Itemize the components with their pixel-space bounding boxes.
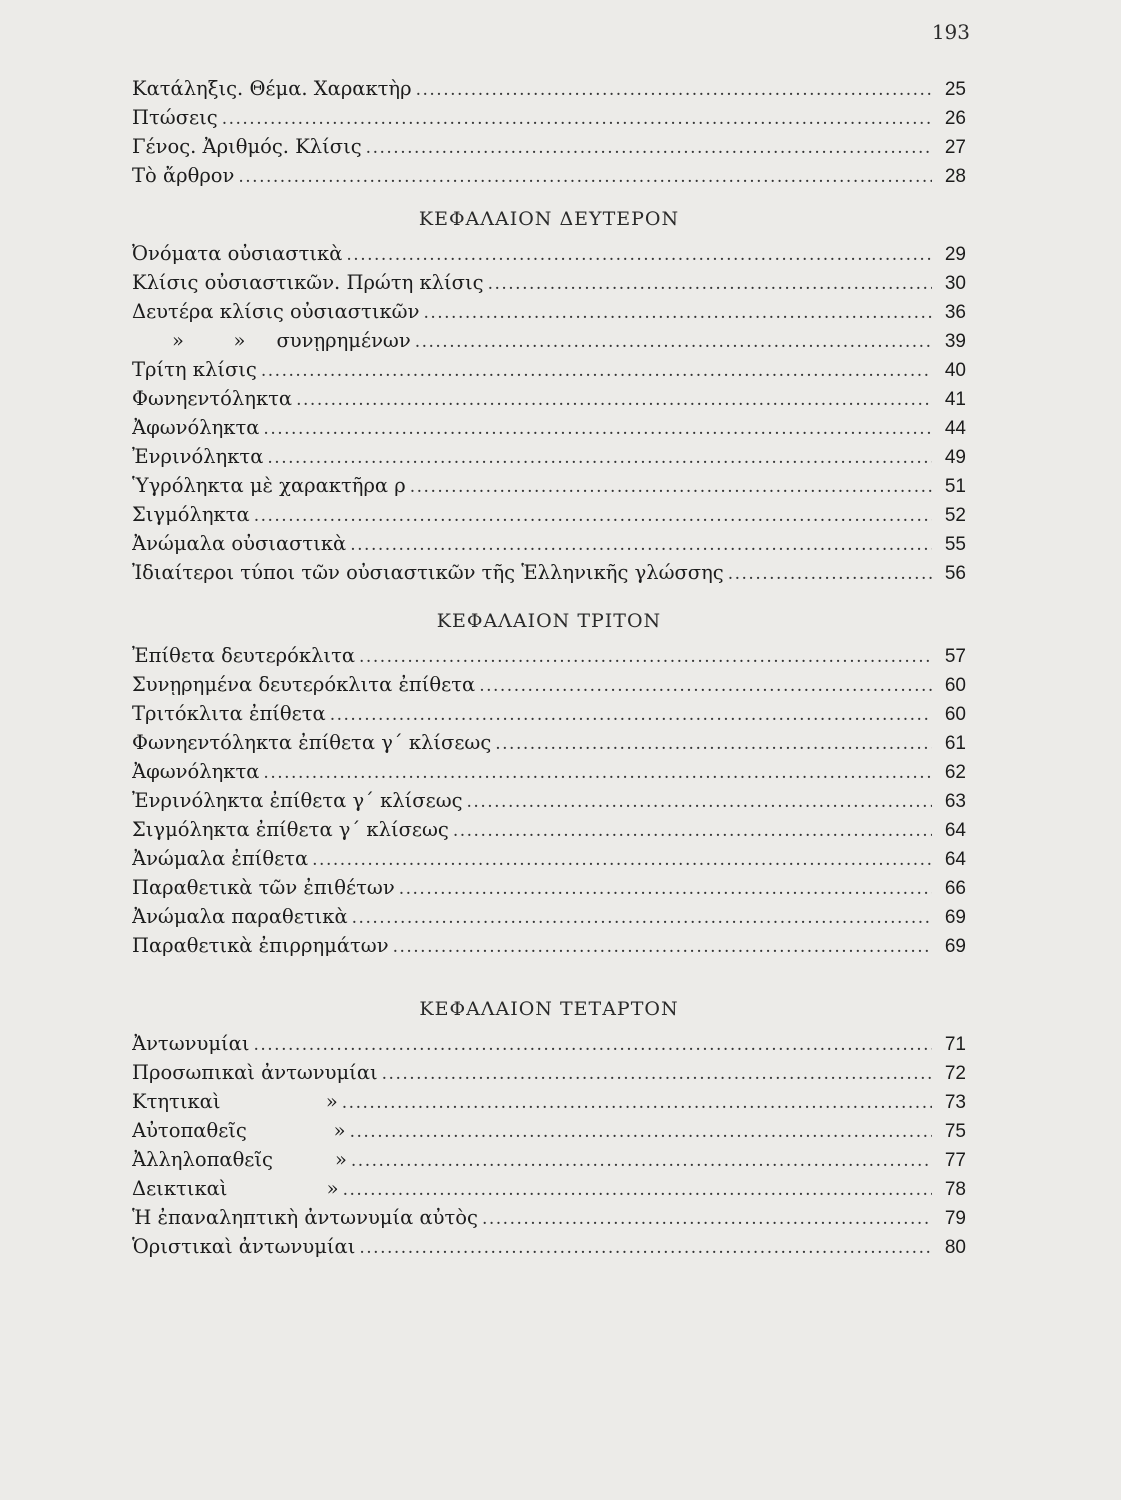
entry-title: Ἀφωνόληκτα [132, 416, 260, 439]
entry-page: 40 [944, 360, 966, 381]
entry-page: 29 [944, 244, 966, 265]
dot-leader [410, 473, 932, 500]
entry-page: 77 [944, 1150, 966, 1171]
entry-page: 63 [944, 791, 966, 812]
entry-page: 25 [944, 79, 966, 100]
dot-leader [352, 904, 932, 931]
toc-entry [132, 1145, 966, 1174]
toc-section-introduction [132, 74, 966, 190]
dot-leader [415, 328, 932, 355]
toc-entry [132, 297, 966, 326]
toc-section-chapter-3 [132, 607, 966, 960]
entry-title: Φωνηεντόληκτα ἐπίθετα γ΄ κλίσεως [132, 731, 492, 754]
entry-title: Ἡ ἐπαναληπτικὴ ἀντωνυμία αὐτὸς [132, 1206, 478, 1229]
toc-entry [132, 1232, 966, 1261]
entry-page: 41 [944, 389, 966, 410]
entry-title: Πτώσεις [132, 106, 218, 129]
toc-entry [132, 1203, 966, 1232]
dot-leader [253, 1031, 932, 1058]
entry-page: 69 [944, 936, 966, 957]
chapter-heading: ΚΕΦΑΛΑΙΟΝ ΤΡΙΤΟΝ [436, 610, 662, 632]
entry-title: Σιγμόληκτα ἐπίθετα γ΄ κλίσεως [132, 818, 449, 841]
entry-title: » » συνῃρημένων [172, 329, 411, 352]
dot-leader [359, 1234, 932, 1261]
entry-title: Ἐνρινόληκτα [132, 445, 264, 468]
toc-section-chapter-4 [132, 995, 966, 1261]
toc-entry [132, 815, 966, 844]
table-of-contents [132, 74, 966, 1261]
dot-leader [263, 415, 932, 442]
entry-title: Ὑγρόληκτα μὲ χαρακτῆρα ρ [132, 474, 406, 497]
dot-leader [261, 357, 932, 384]
entry-page: 64 [944, 820, 966, 841]
entry-title: Ἐνρινόληκτα ἐπίθετα γ΄ κλίσεως [132, 789, 463, 812]
toc-entry [132, 239, 966, 268]
dot-leader [495, 730, 932, 757]
entry-title: Ἀλληλοπαθεῖς » [132, 1148, 347, 1171]
dot-leader [482, 1205, 932, 1232]
toc-entry [132, 500, 966, 529]
entry-title: Φωνηεντόληκτα [132, 387, 293, 410]
dot-leader [263, 759, 932, 786]
entry-title: Ὀνόματα οὐσιαστικὰ [132, 242, 343, 265]
dot-leader [238, 163, 932, 190]
entry-page: 52 [944, 505, 966, 526]
dot-leader [350, 531, 932, 558]
entry-page: 28 [944, 166, 966, 187]
toc-entry [132, 413, 966, 442]
entry-title: Ἰδιαίτεροι τύποι τῶν οὐσιαστικῶν τῆς Ἑλληνικῆς γλώσσης [132, 561, 724, 584]
toc-entry [132, 670, 966, 699]
toc-entry [132, 103, 966, 132]
toc-entry [132, 1116, 966, 1145]
entry-page: 55 [944, 534, 966, 555]
toc-section-chapter-2 [132, 205, 966, 587]
entry-page: 69 [944, 907, 966, 928]
entry-title: Τὸ ἄρθρον [132, 164, 235, 187]
entry-page: 44 [944, 418, 966, 439]
toc-entry [132, 132, 966, 161]
entry-page: 60 [944, 704, 966, 725]
entry-title: Ἀφωνόληκτα [132, 760, 260, 783]
dot-leader [312, 846, 932, 873]
entry-title: Δεικτικαὶ » [132, 1177, 339, 1200]
dot-leader [488, 270, 932, 297]
entry-page: 57 [944, 646, 966, 667]
entry-title: Ἐπίθετα δευτερόκλιτα [132, 644, 356, 667]
page-number: 193 [931, 20, 970, 44]
entry-page: 62 [944, 762, 966, 783]
entry-page: 66 [944, 878, 966, 899]
dot-leader [222, 105, 932, 132]
entry-page: 30 [944, 273, 966, 294]
entry-page: 61 [944, 733, 966, 754]
dot-leader [467, 788, 932, 815]
toc-entry [132, 74, 966, 103]
toc-entry [132, 844, 966, 873]
entry-page: 60 [944, 675, 966, 696]
dot-leader [359, 643, 932, 670]
entry-title: Τρίτη κλίσις [132, 358, 257, 381]
dot-leader [382, 1060, 932, 1087]
entry-title: Κτητικαὶ » [132, 1090, 338, 1113]
entry-page: 72 [944, 1063, 966, 1084]
dot-leader [351, 1147, 932, 1174]
entry-title: Προσωπικαὶ ἀντωνυμίαι [132, 1061, 378, 1084]
dot-leader [366, 134, 932, 161]
entry-page: 79 [944, 1208, 966, 1229]
toc-entry [132, 1029, 966, 1058]
toc-entry [132, 902, 966, 931]
entry-page: 71 [944, 1034, 966, 1055]
entry-title: Τριτόκλιτα ἐπίθετα [132, 702, 326, 725]
entry-page: 27 [944, 137, 966, 158]
entry-title: Παραθετικὰ ἐπιρρημάτων [132, 934, 389, 957]
entry-page: 39 [944, 331, 966, 352]
chapter-heading: ΚΕΦΑΛΑΙΟΝ ΤΕΤΑΡΤΟΝ [419, 998, 679, 1020]
entry-title: Ἀνώμαλα οὐσιαστικὰ [132, 532, 347, 555]
dot-leader [728, 560, 932, 587]
entry-title: Ὁριστικαὶ ἀντωνυμίαι [132, 1235, 356, 1258]
toc-entry [132, 471, 966, 500]
toc-entry [132, 728, 966, 757]
toc-entry [132, 1174, 966, 1203]
toc-entry [132, 699, 966, 728]
entry-page: 51 [944, 476, 966, 497]
entry-title: Δευτέρα κλίσις οὐσιαστικῶν [132, 300, 420, 323]
entry-page: 36 [944, 302, 966, 323]
dot-leader [350, 1118, 932, 1145]
toc-entry [132, 1058, 966, 1087]
toc-entry [132, 757, 966, 786]
dot-leader [330, 701, 932, 728]
toc-entry [132, 442, 966, 471]
entry-page: 78 [944, 1179, 966, 1200]
entry-title: Συνῃρημένα δευτερόκλιτα ἐπίθετα [132, 673, 476, 696]
entry-title: Σιγμόληκτα [132, 503, 250, 526]
toc-entry [132, 786, 966, 815]
toc-entry [132, 384, 966, 413]
dot-leader [346, 241, 932, 268]
toc-entry [132, 873, 966, 902]
toc-entry [132, 355, 966, 384]
entry-page: 73 [944, 1092, 966, 1113]
toc-entry [132, 529, 966, 558]
dot-leader [416, 76, 932, 103]
entry-title: Ἀνώμαλα παραθετικὰ [132, 905, 348, 928]
dot-leader [393, 933, 932, 960]
toc-entry [132, 558, 966, 587]
entry-page: 26 [944, 108, 966, 129]
dot-leader [254, 502, 932, 529]
dot-leader [296, 386, 932, 413]
entry-title: Κατάληξις. Θέμα. Χαρακτὴρ [132, 77, 412, 100]
entry-title: Γένος. Ἀριθμός. Κλίσις [132, 135, 362, 158]
entry-page: 56 [944, 563, 966, 584]
toc-entry [132, 161, 966, 190]
entry-title: Αὐτοπαθεῖς » [132, 1119, 346, 1142]
toc-entry [132, 268, 966, 297]
toc-entry [132, 1087, 966, 1116]
dot-leader [453, 817, 932, 844]
toc-entry [132, 641, 966, 670]
entry-page: 49 [944, 447, 966, 468]
toc-entry [132, 326, 966, 355]
entry-page: 80 [944, 1237, 966, 1258]
entry-title: Ἀντωνυμίαι [132, 1032, 250, 1055]
entry-page: 64 [944, 849, 966, 870]
entry-title: Παραθετικὰ τῶν ἐπιθέτων [132, 876, 395, 899]
dot-leader [423, 299, 932, 326]
entry-title: Κλίσις οὐσιαστικῶν. Πρώτη κλίσις [132, 271, 484, 294]
dot-leader [399, 875, 932, 902]
entry-title: Ἀνώμαλα ἐπίθετα [132, 847, 309, 870]
chapter-heading: ΚΕΦΑΛΑΙΟΝ ΔΕΥΤΕΡΟΝ [418, 208, 680, 230]
toc-entry [132, 931, 966, 960]
dot-leader [343, 1176, 932, 1203]
dot-leader [479, 672, 932, 699]
dot-leader [342, 1089, 932, 1116]
entry-page: 75 [944, 1121, 966, 1142]
dot-leader [267, 444, 932, 471]
